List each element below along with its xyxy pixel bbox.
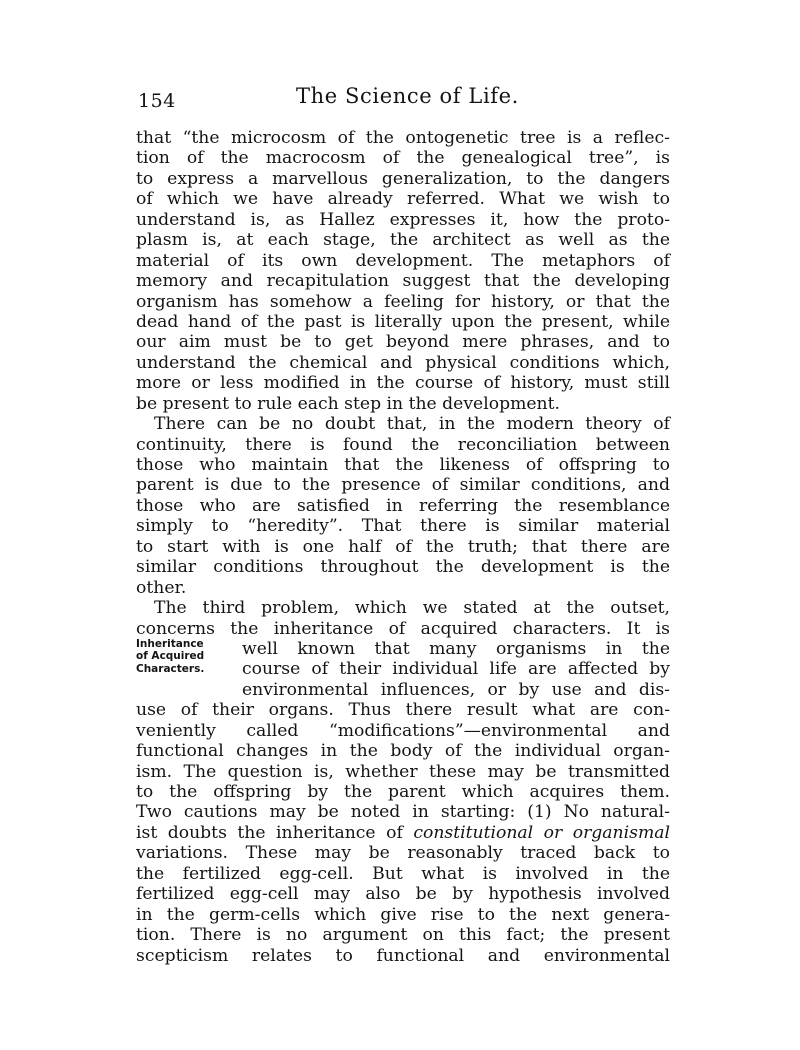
text-line: those who maintain that the likeness of offspring to <box>136 455 670 475</box>
text-line: environmental influences, or by use and dis- <box>242 679 670 700</box>
text-line: understand the chemical and physical conditions which, <box>136 352 670 373</box>
text-line: our aim must be to get beyond mere phrases, and to <box>136 332 670 353</box>
running-title: The Science of Life. <box>296 84 519 108</box>
text-line: of which we have already referred. What we wish to <box>136 189 670 210</box>
text-line: understand is, as Hallez expresses it, how the proto- <box>136 209 670 230</box>
text-line <box>136 823 670 843</box>
text-line: Two cautions may be noted in starting: (1) No natural- <box>136 802 670 823</box>
marginal-note-line: of Acquired <box>136 650 205 663</box>
emphasis-text: constitutional or organismal <box>413 822 670 843</box>
text-line: continuity, there is found the reconciliation between <box>136 434 670 455</box>
text-line: use of their organs. Thus there result what are con- <box>136 700 670 721</box>
text-line: the fertilized egg-cell. But what is involved in the <box>136 863 670 884</box>
text-line: dead hand of the past is literally upon the present, while <box>136 311 670 332</box>
text-line: parent is due to the presence of similar conditions, and <box>136 475 670 496</box>
marginal-note-line: Inheritance <box>136 638 204 650</box>
text-line: to the offspring by the parent which acquires them. <box>136 782 670 802</box>
text-line: course of their individual life are affected by <box>242 659 670 680</box>
text-line: memory and recapitulation suggest that the developing <box>136 271 670 292</box>
page-header <box>136 84 670 114</box>
text-line: tion of the macrocosm of the genealogical tree”, is <box>136 148 670 169</box>
paragraph-first-line: There can be no doubt that, in the modern theory of <box>154 414 670 435</box>
text-line: be present to rule each step in the development. <box>136 393 560 414</box>
paragraph-first-line: The third problem, which we stated at the outset, <box>154 598 670 619</box>
text-line: tion. There is no argument on this fact; the present <box>136 925 670 946</box>
text-line: other. <box>136 577 187 598</box>
text-line: functional changes in the body of the individual organ- <box>136 741 670 762</box>
text-line: variations. These may be reasonably traced back to <box>136 843 670 864</box>
marginal-note <box>136 638 236 675</box>
text-line: concerns the inheritance of acquired characters. It is <box>136 618 670 639</box>
text-line: similar conditions throughout the development is the <box>136 557 670 578</box>
text-line: those who are satisfied in referring the resemblance <box>136 495 670 516</box>
text-line-start: ist doubts the inheritance of <box>136 822 403 843</box>
text-line: veniently called “modifications”—environmental and <box>136 720 670 741</box>
text-line: that “the microcosm of the ontogenetic tree is a reflec- <box>136 128 670 148</box>
text-line: organism has somehow a feeling for history, or that the <box>136 291 670 312</box>
text-line: scepticism relates to functional and environmental <box>136 945 670 966</box>
text-line: plasm is, at each stage, the architect as well as the <box>136 230 670 251</box>
text-line: more or less modified in the course of history, must still <box>136 373 670 394</box>
body-text <box>136 128 670 966</box>
text-line: to express a marvellous generalization, to the dangers <box>136 168 670 189</box>
text-line: material of its own development. The metaphors of <box>136 250 670 271</box>
marginal-note-line: Characters. <box>136 662 205 675</box>
text-line: in the germ-cells which give rise to the next genera- <box>136 904 670 925</box>
text-line: ism. The question is, whether these may be transmitted <box>136 761 670 782</box>
text-line: to start with is one half of the truth; that there are <box>136 536 670 557</box>
text-line: fertilized egg-cell may also be by hypothesis involved <box>136 884 670 905</box>
page-number: 154 <box>138 90 176 112</box>
text-line: well known that many organisms in the <box>242 638 670 659</box>
text-line: simply to “heredity”. That there is similar material <box>136 516 670 537</box>
